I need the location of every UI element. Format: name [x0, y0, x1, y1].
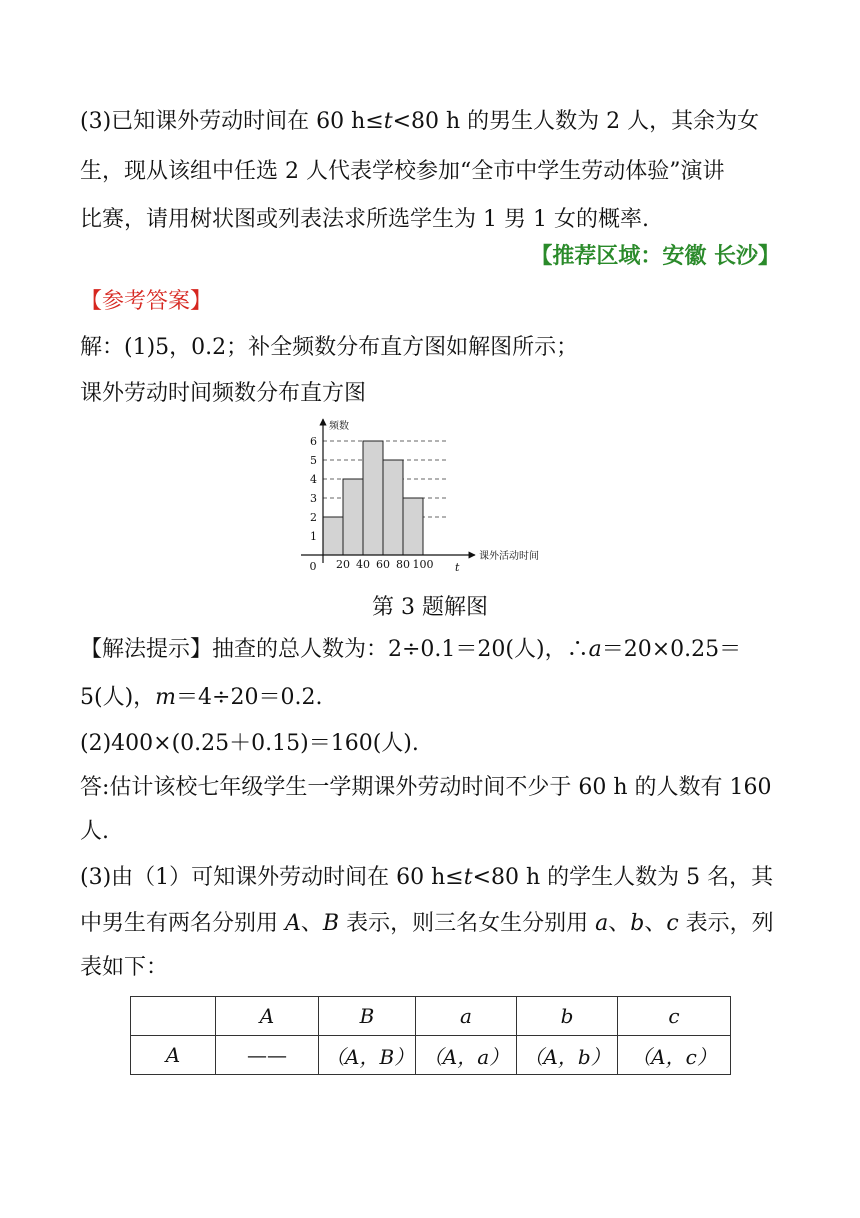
var-t: t: [383, 109, 393, 134]
table-cell: （A，c）: [618, 1036, 731, 1075]
histogram-bar: [383, 460, 403, 555]
y-tick-label: 3: [310, 492, 317, 505]
problem-line-2: 生，现从该组中任选 2 人代表学校参加“全市中学生劳动体验”演讲: [80, 159, 725, 184]
histogram-bar: [323, 517, 343, 555]
y-tick-label: 6: [310, 435, 317, 448]
table-cell: B: [319, 997, 416, 1036]
table-cell: c: [618, 997, 731, 1036]
table-cell: （A，b）: [517, 1036, 618, 1075]
answer-heading: 【参考答案】: [80, 289, 213, 314]
histogram-bar: [363, 441, 383, 555]
x-tick-label: 20: [336, 558, 350, 571]
part-3-line-1: (3)由（1）可知课外劳动时间在 60 h≤t<80 h 的学生人数为 5 名，其: [80, 865, 774, 890]
y-tick-label: 1: [310, 530, 317, 543]
x-axis-label: 课外活动时间: [479, 551, 539, 562]
answer-2-line-2: 人.: [80, 819, 109, 844]
outcome-table: [130, 996, 731, 1075]
table-cell: A: [216, 997, 319, 1036]
y-tick-label: 2: [310, 511, 317, 524]
problem-line-1: (3)已知课外劳动时间在 60 h≤t<80 h 的男生人数为 2 人，其余为女: [80, 109, 760, 134]
hint-line-1: 【解法提示】抽查的总人数为：2÷0.1＝20(人)，∴a＝20×0.25＝: [80, 637, 742, 662]
histogram-bar: [343, 479, 363, 555]
problem-line-3: 比赛，请用树状图或列表法求所选学生为 1 男 1 女的概率.: [80, 207, 649, 232]
chart-title: 课外劳动时间频数分布直方图: [80, 381, 367, 406]
part-3-line-3: 表如下：: [80, 955, 169, 980]
figure-caption: 第 3 题解图: [372, 595, 488, 620]
x-tick-label: 0: [309, 560, 317, 573]
histogram-bar: [403, 498, 423, 555]
table-cell: （A，B）: [319, 1036, 416, 1075]
histogram: [280, 415, 580, 585]
table-header-row: [131, 997, 731, 1036]
table-cell: （A，a）: [416, 1036, 517, 1075]
part-2-calc: (2)400×(0.25＋0.15)＝160(人).: [80, 731, 419, 756]
table-cell: A: [131, 1036, 216, 1075]
x-axis-variable: t: [455, 561, 460, 574]
x-tick-label: 80: [396, 558, 410, 571]
table-cell: [131, 997, 216, 1036]
table-cell: b: [517, 997, 618, 1036]
y-tick-label: 4: [310, 473, 317, 486]
x-tick-label: 40: [356, 558, 370, 571]
x-tick-label: 100: [412, 558, 434, 571]
hint-line-2: 5(人)，m＝4÷20＝0.2.: [80, 685, 323, 710]
table-row: [131, 1036, 731, 1075]
y-axis-label: 频数: [329, 421, 349, 432]
recommended-region: 【推荐区域：安徽 长沙】: [530, 243, 780, 269]
answer-2-line-1: 答:估计该校七年级学生一学期课外劳动时间不少于 60 h 的人数有 160: [80, 775, 772, 800]
part-3-line-2: 中男生有两名分别用 A、B 表示，则三名女生分别用 a、b、c 表示，列: [80, 911, 774, 936]
table-cell: a: [416, 997, 517, 1036]
y-tick-label: 5: [310, 454, 317, 467]
table-cell: ——: [216, 1036, 319, 1075]
answer-line-1: 解：(1)5，0.2；补全频数分布直方图如解图所示；: [80, 335, 579, 360]
x-tick-label: 60: [376, 558, 390, 571]
